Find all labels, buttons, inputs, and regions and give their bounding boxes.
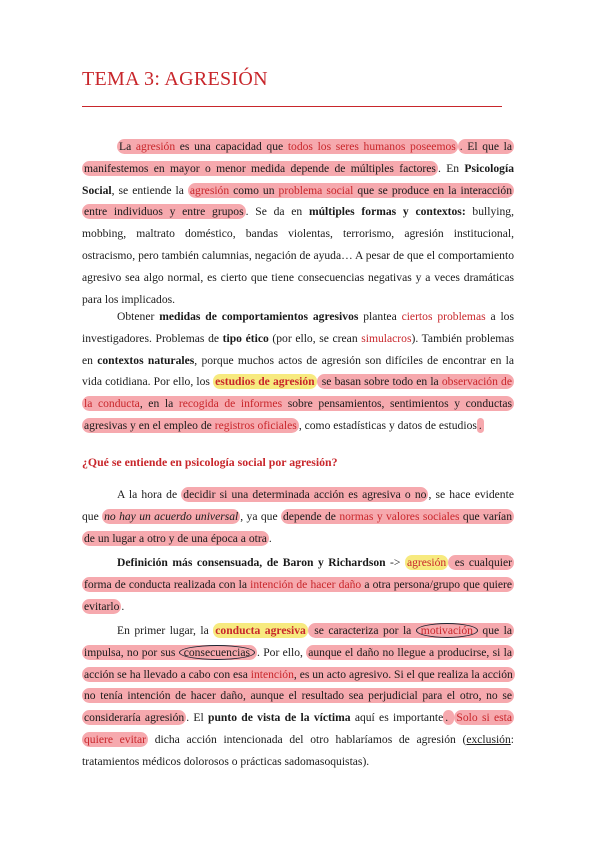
paragraph-medidas [82,306,514,437]
term-agresion: agresión [135,140,176,153]
text: . [445,711,453,725]
text: sobre pensamientos, sentimientos y conductas agresivas y en el empleo de [84,397,512,432]
text: , se hace evidente que [82,488,514,523]
term-psicologia-social: Psicología Social [82,161,514,197]
text: a los investigadores. Problemas de [82,310,514,345]
text: -> [385,556,405,569]
paragraph-definicion [82,552,514,617]
text: . [121,599,125,613]
text: se basan sobre todo en la [318,375,442,389]
text: , se entiende la [111,183,188,197]
term-acuerdo: no hay un acuerdo universal [104,509,239,523]
hl-2: . El que la manifestemos en mayor o menor medida depende de múltiples factores [84,140,512,175]
text: dicha acción intencionada del otro hablaríamos de agresión [148,732,456,746]
term-medidas: medidas de comportamientos agresivos [159,310,359,323]
term-intencion-dano: intención de hacer daño [250,577,362,591]
text: aquí es importante [350,711,444,725]
text: , es un acto agresivo. Si el que realiza la acción no tenía intención de hacer daño, aunque el resultado sea perjudicial para el otro, no se consideraría agresión [84,667,513,725]
section-heading: ¿Qué se entiende en psicología social por agresión? [82,455,338,469]
text: se caracteriza por la [309,624,416,637]
term-registros: registros oficiales [214,418,297,432]
term-agresion-3: agresión [406,556,447,569]
text: . Se da en [245,205,309,219]
text: . [478,418,482,432]
term-motivacion: motivación [416,623,478,638]
term-tipo-etico: tipo ético [222,331,269,345]
text: . El [186,711,208,725]
hl-1 [117,139,458,154]
text: a otra persona/grupo que quiere evitarlo [84,577,512,613]
text: . Por ello, [257,645,307,659]
text: como un [229,183,279,197]
term-todos: todos los seres humanos poseemos [287,140,456,153]
paragraph-intro [82,136,514,310]
document-title: TEMA 3: AGRESIÓN [82,68,268,90]
title-underline [82,106,502,107]
term-solo-si: Solo si esta quiere evitar [84,711,513,746]
term-estudios-agresion: estudios de agresión [215,375,315,389]
term-agresion-2: agresión [189,183,230,197]
paragraph-decidir [82,484,514,549]
text: . En [437,161,465,175]
text: Obtener [117,310,160,323]
text: es cualquier forma de conducta realizada con la [84,556,512,591]
term-ciertos-problemas: ciertos problemas [401,310,486,323]
term-problema-social: problema social [278,183,354,197]
text: . [268,531,272,545]
text: : tratamientos médicos dolorosos o prácticas sadomasoquistas). [82,732,515,768]
paragraph-primer-lugar [82,620,514,773]
term-definicion: Definición más consensuada, de Baron y Richardson [117,556,386,569]
term-exclusion: exclusión [466,732,511,746]
term-multiples-formas: múltiples formas y contextos: [308,205,466,219]
text: La [119,140,136,153]
text: ). También problemas en [82,331,514,367]
text: ( [455,732,467,746]
term-consecuencias: consecuencias [179,645,255,660]
term-punto-vista: punto de vista de la víctima [208,711,351,725]
text: plantea [358,310,402,323]
term-conducta-agresiva: conducta agresiva [215,624,306,637]
text: depende de [282,509,340,523]
text: , ya que [240,509,281,523]
term-recogida: recogida de informes [178,397,283,411]
text: , como estadísticas y datos de estudios [298,418,477,432]
term-intencion: intención [250,667,294,681]
term-simulacros: simulacros [361,331,412,345]
term-contextos-naturales: contextos naturales [97,353,195,367]
text: que varían de un lugar a otro y de una época a otra [84,509,513,545]
hl-acuerdo [102,509,240,524]
term-normas: normas y valores sociales [339,509,460,523]
text: que se produce en la interacción entre individuos y entre [84,183,512,219]
text: , en la [139,397,179,411]
text: aunque el daño no llegue a producirse, si la acción se ha llevado a cabo con esa [84,645,512,681]
text: A la hora de [117,488,182,501]
term-observacion: observación de la conducta [84,375,512,411]
text: (por ello, se crean [268,331,362,345]
hl-decidir: decidir si una determinada acción es agresiva o no [183,488,427,501]
text: que la impulsa, no por sus [84,624,512,659]
text: es una capacidad que [175,140,288,153]
text: bullying, mobbing, maltrato doméstico, bandas violentas, terrorismo, agresión institucional, ostracismo, pero también calumnias, negación de ayuda… A pesar de que el comportamiento agresivo sea algo normal, es cierto que tiene consecuencias negativas y a veces dramáticas para los implicados. [82,205,514,306]
text: En primer lugar, la [117,624,214,637]
term-grupos: grupos [212,205,244,219]
text: , porque muchos actos de agresión son difíciles de encontrar en la vida cotidiana. Por ello, los [82,353,515,389]
